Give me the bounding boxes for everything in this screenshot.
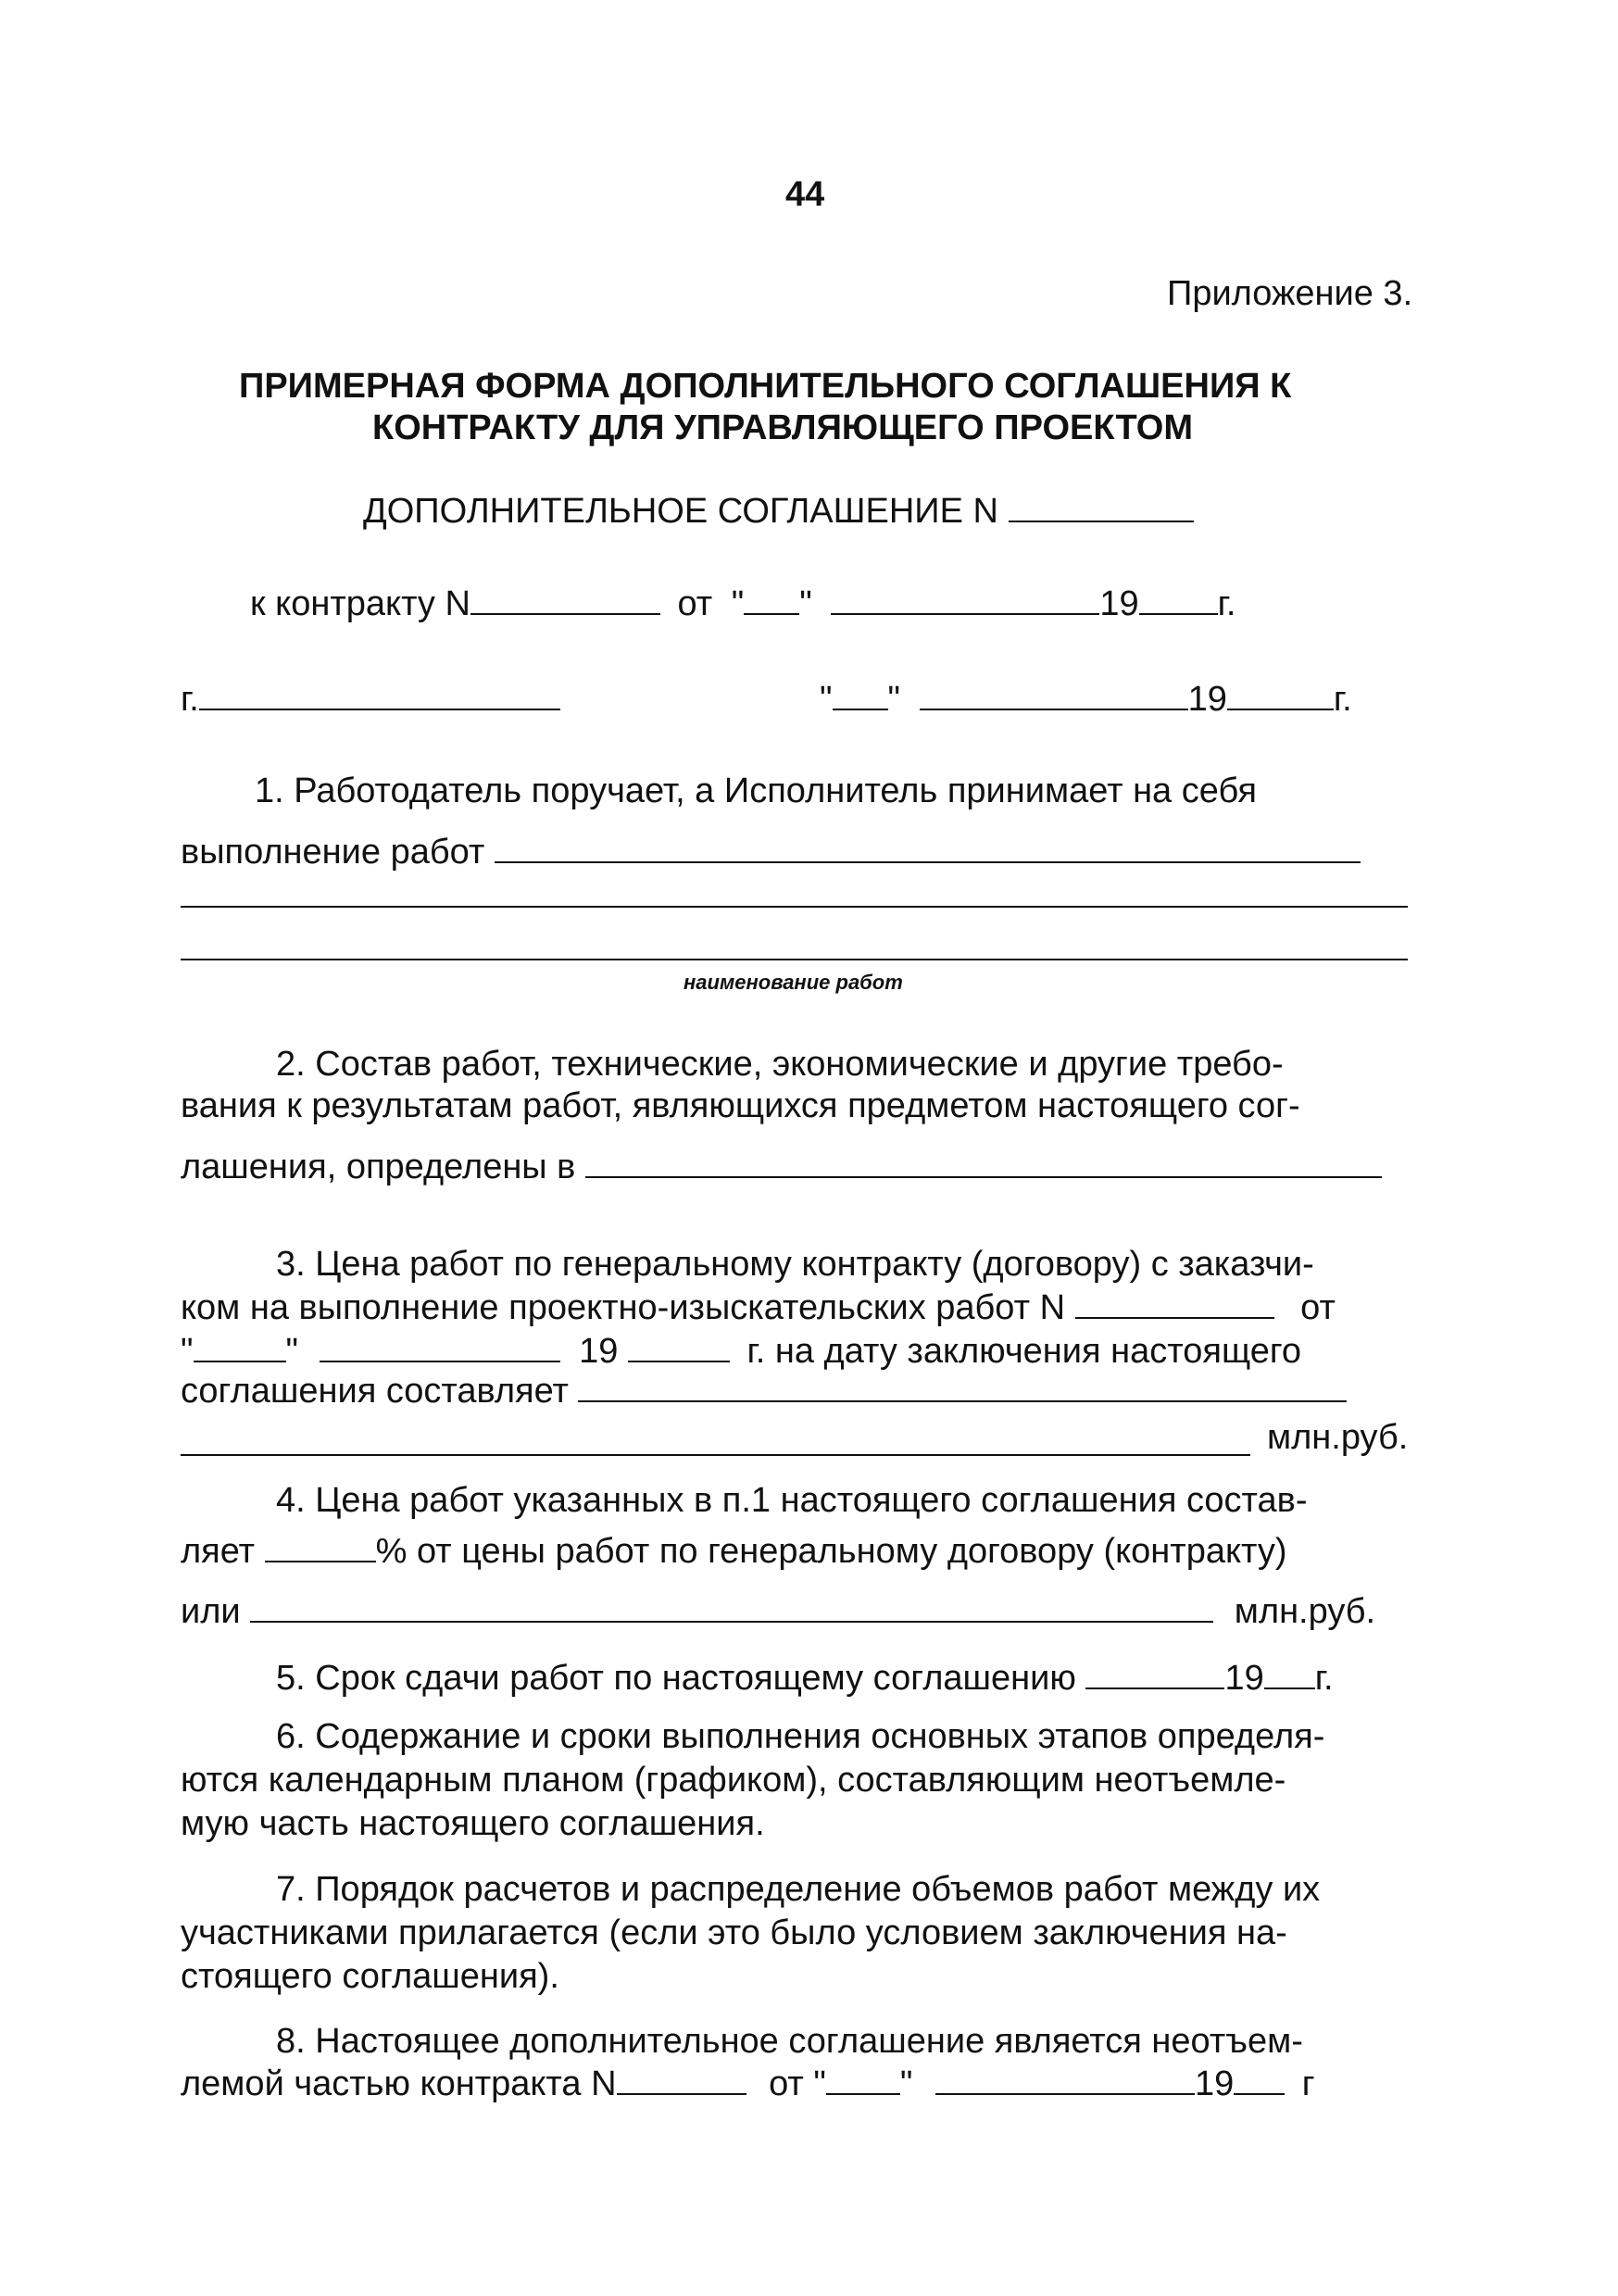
p3-year: 19 <box>579 1332 619 1371</box>
p8-line-2: лемой частью контракта N от " " 19 г <box>181 2064 1315 2103</box>
p8-year: 19 <box>1194 2064 1235 2103</box>
p1-line-1: 1. Работодатель поручает, а Исполнитель принимает на себя <box>255 772 1257 810</box>
place-quote-open: " <box>820 680 833 719</box>
p3-line-1: 3. Цена работ по генеральному контракту (договору) с заказчи- <box>276 1245 1314 1284</box>
contract-ref-prefix: к контракту N <box>250 584 470 623</box>
subtitle-text: ДОПОЛНИТЕЛЬНОЕ СОГЛАШЕНИЕ N <box>363 492 998 531</box>
contract-month-blank[interactable] <box>831 585 1099 615</box>
contract-reference <box>250 583 1235 624</box>
p3-line-3: " " 19 г. на дату заключения настоящего <box>181 1332 1302 1371</box>
p3-currency: млн.руб. <box>1267 1418 1409 1457</box>
p4-line-1: 4. Цена работ указанных в п.1 настоящего соглашения состав- <box>276 1481 1308 1520</box>
contract-year-blank[interactable] <box>1139 585 1218 615</box>
works-name-blank-3[interactable] <box>181 959 1408 960</box>
contract-ref-quote-open: " <box>731 584 745 623</box>
general-contract-price-blank-1[interactable] <box>578 1373 1347 1402</box>
contract-day-blank[interactable] <box>744 585 799 615</box>
p7-line-1: 7. Порядок расчетов и распределение объемов работ между их <box>276 1870 1321 1909</box>
p4-or: или <box>181 1592 241 1631</box>
p3-line-4 <box>181 1371 1347 1411</box>
place-date-row <box>181 679 560 720</box>
p8-day-blank[interactable] <box>826 2065 900 2095</box>
p4-amounts-label: ляет <box>181 1532 256 1571</box>
date-year-blank[interactable] <box>1227 681 1334 710</box>
p8-from: от <box>769 2064 804 2103</box>
contract-ref-year: 19 <box>1099 584 1139 623</box>
p8-contract-number-blank[interactable] <box>617 2065 746 2095</box>
p2-line-2: вания к результатам работ, являющихся предметом настоящего сог- <box>181 1086 1300 1125</box>
p2-line-1: 2. Состав работ, технические, экономические и другие требо- <box>276 1045 1284 1084</box>
p8-month-blank[interactable] <box>935 2065 1195 2095</box>
p3-amount-label: соглашения составляет <box>181 1372 569 1411</box>
date-month-blank[interactable] <box>920 681 1188 710</box>
subtitle <box>363 491 1194 532</box>
title-line-1: ПРИМЕРНАЯ ФОРМА ДОПОЛНИТЕЛЬНОГО СОГЛАШЕНИЯ К <box>239 367 1292 406</box>
general-contract-day-blank[interactable] <box>194 1333 286 1362</box>
p4-percent-rest: % от цены работ по генеральному договору (контракту) <box>375 1532 1287 1571</box>
p7-line-2: участниками прилагается (если это было условием заключения на- <box>181 1913 1287 1952</box>
p5-text: 5. Срок сдачи работ по настоящему соглашению <box>276 1659 1076 1698</box>
p8-suffix: г <box>1301 2064 1315 2103</box>
deadline-year-blank[interactable] <box>1264 1660 1315 1689</box>
p4-line-3 <box>181 1591 1375 1632</box>
p8-contract-label: лемой частью контракта N <box>181 2064 617 2103</box>
place-year: 19 <box>1187 680 1227 719</box>
agreement-number-blank[interactable] <box>1009 493 1194 522</box>
contract-ref-quote-close: " <box>799 584 812 623</box>
p3-from: от <box>1300 1288 1336 1327</box>
p6-line-3: мую часть настоящего соглашения. <box>181 1804 765 1843</box>
deadline-date-blank[interactable] <box>1085 1660 1224 1689</box>
page-number: 44 <box>785 175 825 214</box>
p4-currency: млн.руб. <box>1234 1592 1376 1631</box>
contract-ref-suffix: г. <box>1217 584 1236 623</box>
p4-line-2 <box>181 1531 1287 1572</box>
city-blank[interactable] <box>199 681 560 710</box>
contract-number-blank[interactable] <box>470 585 660 615</box>
p8-line-1: 8. Настоящее дополнительное соглашение является неотъем- <box>276 2022 1303 2061</box>
contract-ref-from: от <box>677 584 713 623</box>
defined-in-blank[interactable] <box>585 1148 1382 1178</box>
place-quote-close: " <box>887 680 900 719</box>
p5-year: 19 <box>1224 1659 1264 1698</box>
title-line-2: КОНТРАКТУ ДЛЯ УПРАВЛЯЮЩЕГО ПРОЕКТОМ <box>372 408 1193 447</box>
works-name-caption: наименование работ <box>684 971 903 994</box>
p6-line-2: ются календарным планом (графиком), составляющим неотъемле- <box>181 1761 1286 1800</box>
general-contract-number-blank[interactable] <box>1075 1289 1274 1319</box>
general-contract-price-blank-2[interactable] <box>181 1454 1250 1456</box>
p3-line-2 <box>181 1287 1336 1328</box>
general-contract-month-blank[interactable] <box>320 1333 560 1362</box>
place-city-prefix: г. <box>181 680 199 719</box>
p2-line-3 <box>181 1147 1382 1187</box>
place-date-date <box>820 679 1352 720</box>
p3-contract-number-label: ком на выполнение проектно-изыскательских работ N <box>181 1288 1066 1327</box>
date-day-blank[interactable] <box>833 681 888 710</box>
works-name-blank-1[interactable] <box>495 834 1361 863</box>
p2-defined-in: лашения, определены в <box>181 1148 576 1186</box>
p7-line-3: стоящего соглашения). <box>181 1957 559 1996</box>
general-contract-year-blank[interactable] <box>628 1333 730 1362</box>
p5-suffix: г. <box>1314 1659 1334 1698</box>
p8-year-blank[interactable] <box>1234 2065 1285 2095</box>
place-suffix: г. <box>1333 680 1352 719</box>
price-amount-blank[interactable] <box>250 1593 1213 1623</box>
p6-line-1: 6. Содержание и сроки выполнения основных этапов определя- <box>276 1717 1325 1756</box>
appendix-label: Приложение 3. <box>1167 274 1413 313</box>
percent-blank[interactable] <box>265 1533 376 1562</box>
works-name-blank-2[interactable] <box>181 906 1408 908</box>
p1-line-2 <box>181 832 1361 872</box>
p1-works-label: выполнение работ <box>181 833 485 872</box>
p5-line <box>276 1658 1334 1699</box>
p3-date-rest: г. на дату заключения настоящего <box>746 1332 1302 1371</box>
